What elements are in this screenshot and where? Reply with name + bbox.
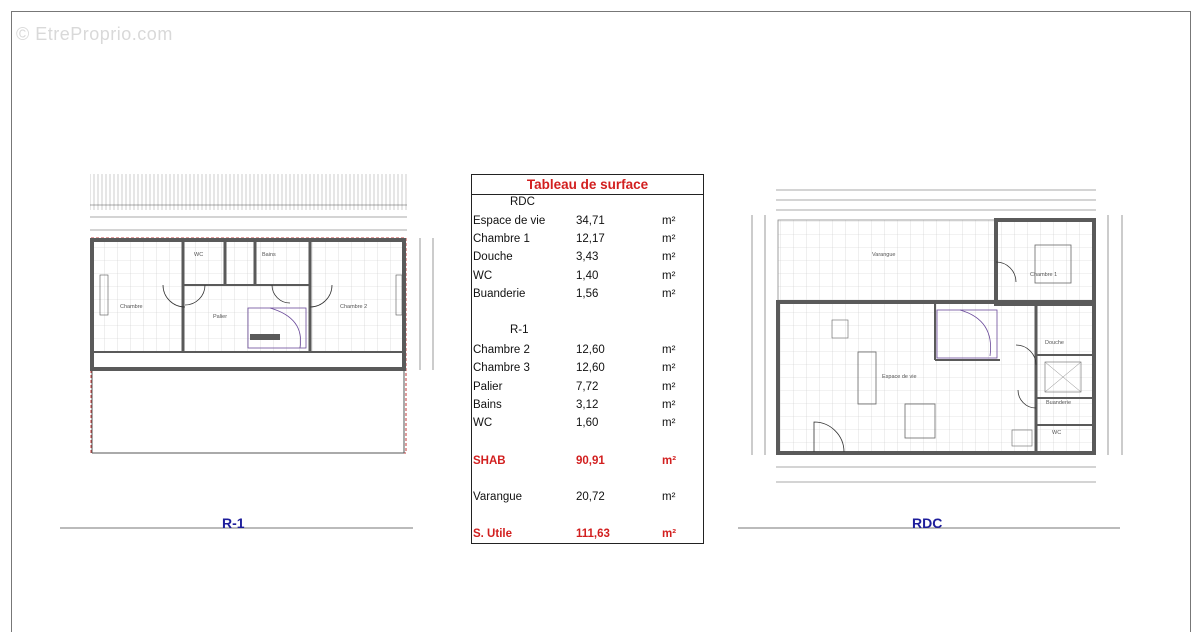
table-row: [472, 378, 703, 396]
row-label: Chambre 1: [473, 233, 530, 245]
row-value: 12,17: [576, 233, 605, 245]
row-value: 111,63: [576, 528, 610, 540]
row-value: 20,72: [576, 491, 605, 503]
surface-table: [471, 174, 704, 544]
s-utile-row: [472, 525, 703, 543]
row-value: 34,71: [576, 215, 605, 227]
row-value: 1,56: [576, 288, 599, 300]
shab-row: [472, 452, 703, 470]
plan-r1: [60, 174, 433, 528]
row-label: Varangue: [473, 491, 523, 503]
row-unit: m²: [662, 251, 676, 263]
row-label: WC: [473, 270, 493, 282]
roof-hatch: [90, 174, 407, 210]
row-value: 12,60: [576, 362, 605, 374]
room-label-varangue: Varangue: [872, 252, 896, 258]
row-value: 90,91: [576, 455, 605, 467]
row-unit: m²: [662, 288, 676, 300]
plan-rdc: [738, 190, 1122, 528]
row-unit: m²: [662, 344, 676, 356]
room-label-wc-r1: WC: [194, 252, 204, 258]
row-unit: m²: [662, 362, 676, 374]
table-row: [472, 359, 703, 377]
room-label-palier: Palier: [213, 314, 228, 320]
room-label-chambre-1: Chambre 1: [1030, 272, 1058, 278]
table-row: [472, 212, 703, 230]
varangue-row: [472, 488, 703, 506]
row-label: S. Utile: [473, 528, 512, 540]
table-row: [472, 230, 703, 248]
row-label: Bains: [473, 399, 502, 411]
row-label: Douche: [473, 251, 513, 263]
room-label-espace-de-vie: Espace de vie: [882, 374, 917, 380]
section-heading-rdc: RDC: [510, 196, 535, 208]
row-unit: m²: [662, 399, 676, 411]
row-label: Chambre 3: [473, 362, 530, 374]
room-label-chambre-2: Chambre 2: [340, 304, 368, 310]
row-label: Espace de vie: [473, 215, 546, 227]
section-heading-r1: R-1: [510, 324, 529, 336]
row-unit: m²: [662, 455, 677, 467]
room-label-douche: Douche: [1045, 340, 1064, 346]
plan-title-rdc: RDC: [912, 515, 943, 531]
room-label-wc-rdc: WC: [1052, 430, 1062, 436]
row-value: 7,72: [576, 381, 599, 393]
table-row: [472, 267, 703, 285]
row-unit: m²: [662, 215, 676, 227]
row-unit: m²: [662, 233, 676, 245]
row-unit: m²: [662, 528, 677, 540]
table-row: [472, 396, 703, 414]
table-row: [472, 341, 703, 359]
row-label: Buanderie: [473, 288, 526, 300]
room-label-bains: Bains: [262, 252, 276, 258]
room-label-buanderie: Buanderie: [1046, 400, 1072, 406]
row-label: WC: [473, 417, 493, 429]
row-value: 3,12: [576, 399, 599, 411]
row-unit: m²: [662, 491, 676, 503]
watermark: © EtreProprio.com: [16, 24, 173, 44]
room-label-chambre: Chambre: [120, 304, 143, 310]
row-label: Chambre 2: [473, 344, 530, 356]
row-value: 1,40: [576, 270, 599, 282]
row-value: 3,43: [576, 251, 599, 263]
row-unit: m²: [662, 381, 676, 393]
table-row: [472, 285, 703, 303]
row-value: 1,60: [576, 417, 599, 429]
table-title: Tableau de surface: [472, 175, 703, 195]
row-unit: m²: [662, 417, 676, 429]
row-label: Palier: [473, 381, 503, 393]
table-row: [472, 414, 703, 432]
row-label: SHAB: [473, 455, 506, 467]
table-row: [472, 248, 703, 266]
plan-title-r1: R-1: [222, 515, 245, 531]
row-unit: m²: [662, 270, 676, 282]
row-value: 12,60: [576, 344, 605, 356]
